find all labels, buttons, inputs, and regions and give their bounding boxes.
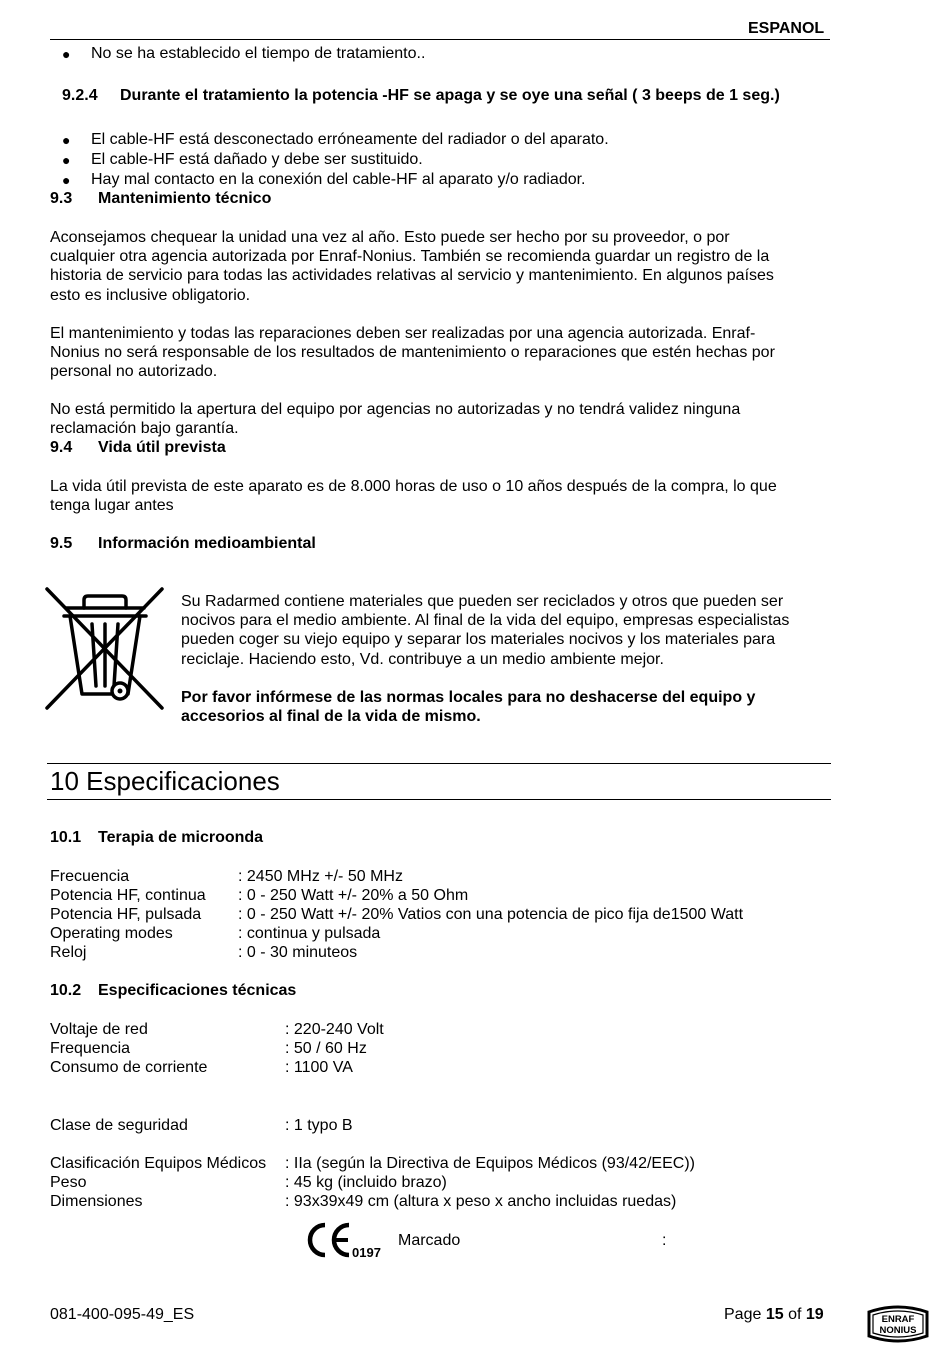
svg-text:0197: 0197 xyxy=(352,1245,381,1260)
header-rule xyxy=(50,39,830,40)
bullet-icon: ● xyxy=(62,152,71,168)
chapter-rule-bottom xyxy=(47,799,831,800)
chapter-rule-top xyxy=(47,763,831,764)
header-language: ESPANOL xyxy=(748,20,825,37)
bullet-icon: ● xyxy=(62,132,71,148)
ce-label: Marcado xyxy=(398,1232,461,1249)
paragraph: Aconsejamos chequear la unidad una vez al año. Esto puede ser hecho por su proveedor, o por cualquier otra agencia autorizada por Enraf-Nonius. También se recomienda guardar un registro de la historia de servicio para todas las actividades relativas al servicio y mantenimiento. En algunos países esto es inclusive obligatorio. xyxy=(50,229,774,304)
section-heading-10-1: 10.1 Terapia de microonda xyxy=(50,829,264,846)
paragraph: La vida útil prevista de este aparato es de 8.000 horas de uso o 10 años después de la compra, lo que tenga lugar antes xyxy=(50,478,777,515)
section-heading-9-3: 9.3 Mantenimiento técnico xyxy=(50,190,272,207)
paragraph: No está permitido la apertura del equipo por agencias no autorizadas y no tendrá validez ninguna reclamación bajo garantía. xyxy=(50,401,741,438)
ce-mark-icon xyxy=(303,1221,387,1261)
paragraph: Su Radarmed contiene materiales que pueden ser reciclados y otros que pueden ser nocivos para el medio ambiente. Al final de la vida del equipo, empresas especialistas pueden coger su viejo equipo y separar los materiales nocivos y los materiales para reciclaje. Haciendo esto, Vd. contribuye a un medio ambiente mejor. xyxy=(181,593,790,668)
weee-crossed-bin-icon xyxy=(44,586,166,712)
enraf-nonius-logo xyxy=(865,1302,931,1346)
bullet-icon: ● xyxy=(62,172,71,188)
section-heading-10-2: 10.2 Especificaciones técnicas xyxy=(50,982,297,999)
svg-text:ENRAF: ENRAF xyxy=(881,1314,915,1325)
svg-text:NONIUS: NONIUS xyxy=(879,1325,917,1336)
section-heading-9-5: 9.5 Información medioambiental xyxy=(50,535,316,552)
paragraph-bold: Por favor infórmese de las normas locales para no deshacerse del equipo y accesorios al final de la vida de mismo. xyxy=(181,689,756,726)
page-number: Page 15 of 19 xyxy=(724,1306,824,1323)
paragraph: El mantenimiento y todas las reparaciones deben ser realizadas por una agencia autorizada. Enraf- Nonius no será responsable de los resultados de mantenimiento o reparaciones que estén hechas por personal no autorizado. xyxy=(50,325,775,381)
ce-colon: : xyxy=(662,1232,667,1249)
doc-number: 081-400-095-49_ES xyxy=(50,1306,195,1323)
section-heading-9-4: 9.4 Vida útil prevista xyxy=(50,439,226,456)
bullet-icon: ● xyxy=(62,46,71,62)
chapter-title: 10 Especificaciones xyxy=(50,766,280,796)
section-heading-9-2-4: 9.2.4 Durante el tratamiento la potencia -HF se apaga y se oye una señal ( 3 beeps de 1 seg.) xyxy=(62,87,780,104)
